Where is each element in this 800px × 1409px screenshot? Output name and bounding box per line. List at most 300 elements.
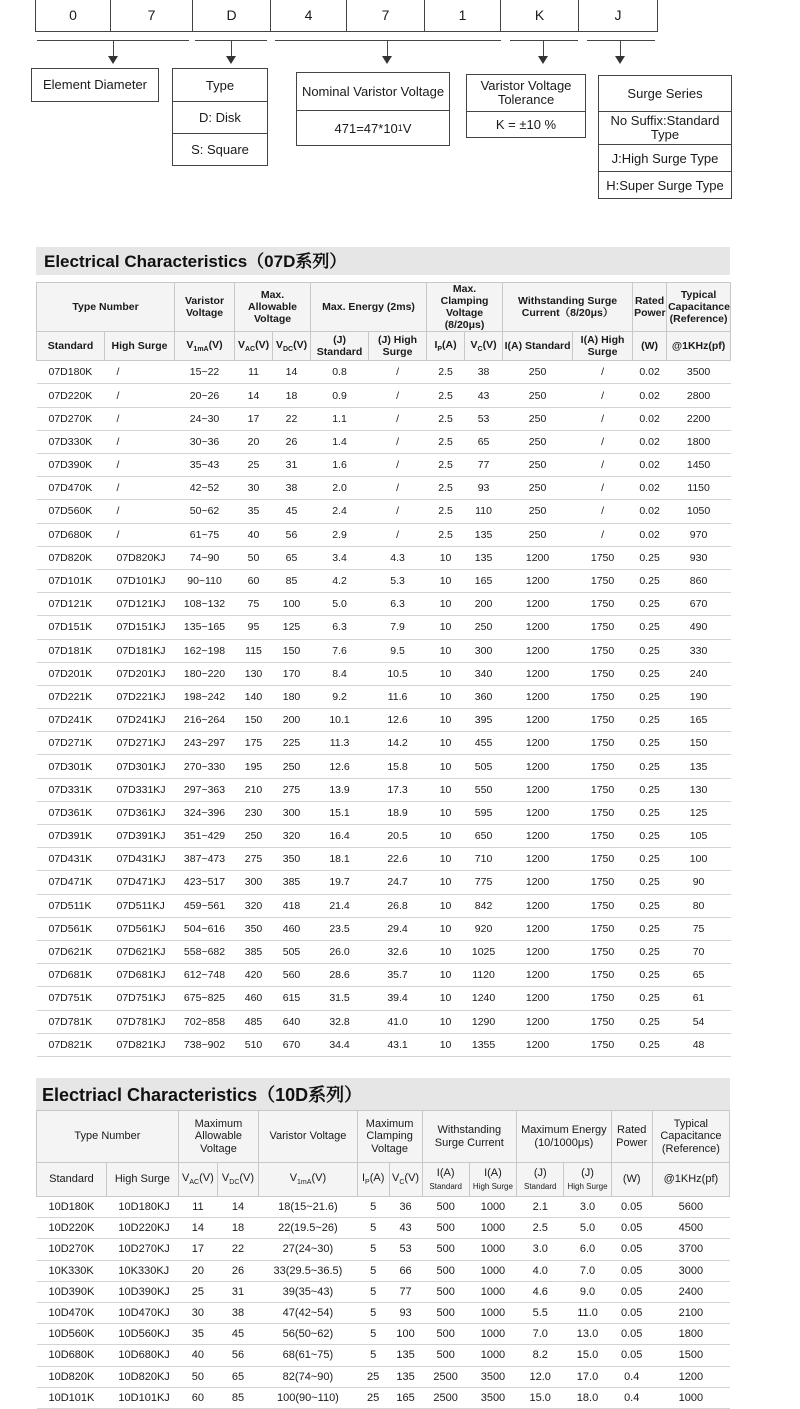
legend-tolerance-title: Varistor Voltage Tolerance	[480, 77, 572, 107]
table-cell: 10D180K	[37, 1197, 107, 1218]
th-withstanding: Withstanding Surge Current	[422, 1111, 517, 1163]
table-cell: 12.6	[311, 755, 369, 778]
legend-nominal-formula: 471=47*10 1 V	[297, 110, 449, 145]
legend-surge-none: No Suffix:Standard Type	[599, 111, 731, 144]
table-cell: 56	[273, 523, 311, 546]
table-cell: 0.02	[633, 454, 667, 477]
table-row	[37, 1239, 730, 1260]
table-cell: 74~90	[175, 546, 235, 569]
table-cell: 90~110	[175, 569, 235, 592]
table-row	[37, 894, 731, 917]
table-cell: 115	[235, 639, 273, 662]
table-cell: 324~396	[175, 801, 235, 824]
table-cell: 75	[667, 917, 731, 940]
table-cell: 10	[427, 801, 465, 824]
table-cell: 0.25	[633, 940, 667, 963]
table-cell: 22	[217, 1239, 258, 1260]
table-cell: /	[573, 523, 633, 546]
table-cell: 320	[235, 894, 273, 917]
th-max-energy: Maximum Energy (10/1000μs)	[517, 1111, 612, 1163]
table-cell: 31.5	[311, 987, 369, 1010]
table-row	[37, 361, 731, 384]
table-row	[37, 477, 731, 500]
table-row	[37, 871, 731, 894]
table-cell: 1025	[465, 940, 503, 963]
table-cell: 31	[273, 454, 311, 477]
table-cell: 108~132	[175, 593, 235, 616]
table-cell: 710	[465, 848, 503, 871]
table-cell: 9.0	[564, 1281, 611, 1302]
bracket-nominal	[275, 40, 501, 41]
th-i-high: I(A) High Surge	[469, 1163, 516, 1197]
table-cell: /	[369, 523, 427, 546]
table-cell: 07D331K	[37, 778, 105, 801]
table-cell: 100	[273, 593, 311, 616]
table-cell: 60	[235, 569, 273, 592]
table-cell: 47(42~54)	[259, 1302, 358, 1323]
table-cell: 85	[217, 1387, 258, 1408]
table-cell: 1200	[503, 917, 573, 940]
bracket-tolerance	[510, 40, 578, 41]
table-cell: 3.0	[564, 1197, 611, 1218]
table-cell: 0.05	[611, 1197, 652, 1218]
table-cell: 70	[667, 940, 731, 963]
table-cell: 2500	[422, 1366, 469, 1387]
th-j-standard: (J) Standard	[517, 1163, 564, 1197]
table-cell: 5600	[652, 1197, 729, 1218]
table-cell: 0.05	[611, 1218, 652, 1239]
table-cell: 10D101KJ	[106, 1387, 178, 1408]
th-j-high: (J) High Surge	[369, 332, 427, 361]
table-cell: 14	[178, 1218, 217, 1239]
table-cell: 423~517	[175, 871, 235, 894]
table-cell: 5	[357, 1302, 389, 1323]
table-cell: /	[573, 361, 633, 384]
table-cell: 165	[667, 709, 731, 732]
table-cell: 0.05	[611, 1345, 652, 1366]
table-cell: 11.3	[311, 732, 369, 755]
table-cell: 18.9	[369, 801, 427, 824]
table07-body	[37, 361, 731, 1057]
table-cell: 505	[273, 940, 311, 963]
table-cell: 1750	[573, 848, 633, 871]
table-cell: 1750	[573, 778, 633, 801]
th-v1ma: $V_{1mA}(V)$	[259, 1163, 358, 1197]
table-cell: 200	[465, 593, 503, 616]
table-cell: 2.5	[427, 454, 465, 477]
table-cell: 65	[465, 430, 503, 453]
table-cell: 07D511KJ	[105, 894, 175, 917]
table-cell: 135	[389, 1345, 422, 1366]
table-cell: 0.25	[633, 616, 667, 639]
table-cell: 07D820K	[37, 546, 105, 569]
table-cell: 1000	[469, 1260, 516, 1281]
table-cell: /	[573, 477, 633, 500]
legend-surge-h: H:Super Surge Type	[599, 171, 731, 198]
table-cell: 1000	[469, 1302, 516, 1323]
table-cell: 2200	[667, 407, 731, 430]
table-row	[37, 639, 731, 662]
table-cell: 20.5	[369, 825, 427, 848]
table-row	[37, 384, 731, 407]
table-cell: 1750	[573, 894, 633, 917]
table-cell: 0.25	[633, 964, 667, 987]
table10	[36, 1110, 730, 1409]
table-cell: 3500	[667, 361, 731, 384]
table-cell: 24.7	[369, 871, 427, 894]
table-cell: 3000	[652, 1260, 729, 1281]
table-cell: 39(35~43)	[259, 1281, 358, 1302]
table-cell: /	[369, 477, 427, 500]
table-cell: 5.0	[564, 1218, 611, 1239]
table-cell: 2.5	[427, 361, 465, 384]
table-cell: 18	[273, 384, 311, 407]
arrow-down-icon	[615, 56, 625, 64]
table-cell: 225	[273, 732, 311, 755]
table-cell: 250	[465, 616, 503, 639]
table-cell: 07D241KJ	[105, 709, 175, 732]
table-cell: 0.25	[633, 801, 667, 824]
table-cell: 558~682	[175, 940, 235, 963]
table-cell: 135~165	[175, 616, 235, 639]
table-cell: 8.4	[311, 662, 369, 685]
table-cell: 07D751K	[37, 987, 105, 1010]
table-cell: 650	[465, 825, 503, 848]
table-cell: 07D621KJ	[105, 940, 175, 963]
table10-body	[37, 1197, 730, 1409]
table-cell: 135	[465, 523, 503, 546]
table-cell: 615	[273, 987, 311, 1010]
table-cell: 26	[273, 430, 311, 453]
table-cell: 1200	[503, 871, 573, 894]
table-cell: 385	[273, 871, 311, 894]
table-cell: 640	[273, 1010, 311, 1033]
table-cell: 15.8	[369, 755, 427, 778]
table-cell: 504~616	[175, 917, 235, 940]
table-cell: 17.3	[369, 778, 427, 801]
table-cell: 485	[235, 1010, 273, 1033]
table-cell: 1200	[503, 1033, 573, 1056]
table-cell: 6.3	[311, 616, 369, 639]
th-type-number: Type Number	[37, 283, 175, 332]
table-cell: 80	[667, 894, 731, 917]
table-cell: /	[369, 500, 427, 523]
table-cell: 1800	[652, 1324, 729, 1345]
table-cell: 1750	[573, 755, 633, 778]
table-cell: 32.6	[369, 940, 427, 963]
table-cell: 53	[389, 1239, 422, 1260]
table-cell: 500	[422, 1197, 469, 1218]
table-cell: 6.3	[369, 593, 427, 616]
table-cell: 1200	[503, 593, 573, 616]
table-cell: 418	[273, 894, 311, 917]
table-cell: 10	[427, 825, 465, 848]
table-row	[37, 430, 731, 453]
table-cell: 0.8	[311, 361, 369, 384]
legend-surge-j: J:High Surge Type	[599, 144, 731, 171]
table-cell: 10	[427, 917, 465, 940]
th-i-standard: I(A) Standard	[422, 1163, 469, 1197]
table-cell: 920	[465, 917, 503, 940]
table-cell: 300	[235, 871, 273, 894]
table-cell: 1200	[503, 825, 573, 848]
table-cell: 2800	[667, 384, 731, 407]
table-cell: 25	[235, 454, 273, 477]
table-cell: 3700	[652, 1239, 729, 1260]
table-cell: 10D270KJ	[106, 1239, 178, 1260]
table-row	[37, 1218, 730, 1239]
table-cell: 135	[389, 1366, 422, 1387]
table-cell: 2.0	[311, 477, 369, 500]
table-cell: 250	[503, 384, 573, 407]
table-cell: 0.25	[633, 848, 667, 871]
table-cell: 60	[178, 1387, 217, 1408]
table-cell: 10D820KJ	[106, 1366, 178, 1387]
table-cell: 500	[422, 1302, 469, 1323]
table-cell: 1200	[652, 1366, 729, 1387]
legend-type-title: Type	[205, 77, 235, 93]
table-cell: 07D301KJ	[105, 755, 175, 778]
table-cell: 300	[273, 801, 311, 824]
table-cell: /	[369, 454, 427, 477]
table-cell: 1000	[652, 1387, 729, 1408]
table-cell: 48	[667, 1033, 731, 1056]
table-cell: 10D220K	[37, 1218, 107, 1239]
arrow-down-icon	[226, 56, 236, 64]
table-cell: 360	[465, 685, 503, 708]
legend-element-diameter: Element Diameter	[31, 68, 159, 102]
table-cell: 11	[178, 1197, 217, 1218]
table-cell: 10	[427, 569, 465, 592]
table-cell: 165	[389, 1387, 422, 1408]
code-char: J	[579, 0, 658, 32]
table-cell: 125	[273, 616, 311, 639]
table-cell: 07D561K	[37, 917, 105, 940]
table-row	[37, 616, 731, 639]
table-cell: /	[369, 384, 427, 407]
th-vac: $V_{AC}(V)$	[178, 1163, 217, 1197]
table-cell: 2.4	[311, 500, 369, 523]
table-cell: 612~748	[175, 964, 235, 987]
table-cell: 350	[235, 917, 273, 940]
table-cell: 0.02	[633, 384, 667, 407]
table-cell: 75	[235, 593, 273, 616]
table-cell: 50	[235, 546, 273, 569]
legend-type-square: S: Square	[173, 133, 267, 165]
table-cell: 675~825	[175, 987, 235, 1010]
table-cell: 0.4	[611, 1366, 652, 1387]
th-max-allowable: Maximum Allowable Voltage	[178, 1111, 258, 1163]
table-cell: 07D181K	[37, 639, 105, 662]
table-cell: 387~473	[175, 848, 235, 871]
table-cell: 07D431K	[37, 848, 105, 871]
table-cell: 1750	[573, 662, 633, 685]
table-cell: 1.6	[311, 454, 369, 477]
table-cell: /	[105, 477, 175, 500]
table07-title: Electrical Characteristics（07D系列）	[36, 247, 730, 275]
th-w: (W)	[633, 332, 667, 361]
table-cell: 4.0	[517, 1260, 564, 1281]
table-cell: 1750	[573, 569, 633, 592]
table-cell: 1200	[503, 894, 573, 917]
table-cell: 2.5	[517, 1218, 564, 1239]
table-cell: 2.5	[427, 477, 465, 500]
table-cell: 460	[273, 917, 311, 940]
table-cell: 93	[465, 477, 503, 500]
table-cell: 275	[235, 848, 273, 871]
table-cell: 7.0	[564, 1260, 611, 1281]
table-cell: 15.1	[311, 801, 369, 824]
table-cell: 0.25	[633, 987, 667, 1010]
table-cell: 77	[465, 454, 503, 477]
th-type-number: Type Number	[37, 1111, 179, 1163]
table-cell: 100(90~110)	[259, 1387, 358, 1408]
table-row	[37, 755, 731, 778]
table-cell: 10D560K	[37, 1324, 107, 1345]
table-cell: 13.9	[311, 778, 369, 801]
table-cell: 140	[235, 685, 273, 708]
table-cell: 34.4	[311, 1033, 369, 1056]
table-cell: 1200	[503, 546, 573, 569]
th-varistor-voltage: Varistor Voltage	[259, 1111, 358, 1163]
table-cell: 1750	[573, 825, 633, 848]
table-cell: 77	[389, 1281, 422, 1302]
table-cell: 45	[217, 1324, 258, 1345]
table-cell: 250	[235, 825, 273, 848]
th-j-high: (J) High Surge	[564, 1163, 611, 1197]
table-cell: 250	[503, 500, 573, 523]
table-cell: 90	[667, 871, 731, 894]
table-cell: 65	[217, 1366, 258, 1387]
table-cell: 68(61~75)	[259, 1345, 358, 1366]
table-cell: 20~26	[175, 384, 235, 407]
table-cell: 07D560K	[37, 500, 105, 523]
table-cell: 0.4	[611, 1387, 652, 1408]
table-cell: 105	[667, 825, 731, 848]
arrow-down-icon	[108, 56, 118, 64]
table-cell: 0.25	[633, 709, 667, 732]
table-cell: 07D241K	[37, 709, 105, 732]
table-cell: 07D151K	[37, 616, 105, 639]
table-row	[37, 1260, 730, 1281]
table-cell: 150	[235, 709, 273, 732]
bracket-surge	[587, 40, 655, 41]
arrow-down-icon	[538, 56, 548, 64]
table-cell: 10	[427, 685, 465, 708]
table-cell: 17.0	[564, 1366, 611, 1387]
table-cell: 505	[465, 755, 503, 778]
table-cell: 150	[667, 732, 731, 755]
table-cell: 250	[503, 407, 573, 430]
table-cell: 1200	[503, 616, 573, 639]
table-cell: 82(74~90)	[259, 1366, 358, 1387]
table-cell: 30	[235, 477, 273, 500]
table-cell: 10D390KJ	[106, 1281, 178, 1302]
table-row	[37, 593, 731, 616]
table-cell: 16.4	[311, 825, 369, 848]
code-char: 0	[35, 0, 111, 32]
th-w: (W)	[611, 1163, 652, 1197]
table-cell: 1200	[503, 964, 573, 987]
table-cell: 07D431KJ	[105, 848, 175, 871]
table-cell: 25	[357, 1366, 389, 1387]
table-cell: 07D331KJ	[105, 778, 175, 801]
table-cell: 9.5	[369, 639, 427, 662]
table-cell: 14	[273, 361, 311, 384]
table-cell: 65	[667, 964, 731, 987]
table-row	[37, 987, 731, 1010]
table-cell: 0.25	[633, 894, 667, 917]
table-cell: 0.02	[633, 477, 667, 500]
table-cell: 5	[357, 1239, 389, 1260]
table-cell: 61~75	[175, 523, 235, 546]
table-cell: 11	[235, 361, 273, 384]
table-cell: 0.9	[311, 384, 369, 407]
table-cell: 07D180K	[37, 361, 105, 384]
table-row	[37, 1010, 731, 1033]
table-cell: 07D621K	[37, 940, 105, 963]
table-cell: 670	[273, 1033, 311, 1056]
table-cell: 5	[357, 1324, 389, 1345]
table-cell: 0.25	[633, 639, 667, 662]
table-cell: 1200	[503, 639, 573, 662]
table-row	[37, 1366, 730, 1387]
table-cell: 738~902	[175, 1033, 235, 1056]
table-cell: 250	[503, 477, 573, 500]
table-cell: 1150	[667, 477, 731, 500]
table-cell: 1120	[465, 964, 503, 987]
table-cell: 595	[465, 801, 503, 824]
table-cell: 07D391KJ	[105, 825, 175, 848]
table-cell: 17	[235, 407, 273, 430]
table-cell: 10	[427, 848, 465, 871]
table-cell: 1200	[503, 1010, 573, 1033]
table-cell: 1750	[573, 987, 633, 1010]
table-cell: 07D121KJ	[105, 593, 175, 616]
table-cell: 842	[465, 894, 503, 917]
table-cell: 43	[465, 384, 503, 407]
code-char: 7	[347, 0, 425, 32]
table-cell: 4.3	[369, 546, 427, 569]
table-cell: 1290	[465, 1010, 503, 1033]
table-cell: 26	[217, 1260, 258, 1281]
table-cell: 6.0	[564, 1239, 611, 1260]
table-cell: 500	[422, 1345, 469, 1366]
table-cell: 07D201KJ	[105, 662, 175, 685]
table-cell: 130	[235, 662, 273, 685]
table-cell: 13.0	[564, 1324, 611, 1345]
table-cell: 1750	[573, 917, 633, 940]
table-cell: 130	[667, 778, 731, 801]
table-cell: 45	[273, 500, 311, 523]
table-cell: 0.25	[633, 685, 667, 708]
table-cell: 10	[427, 732, 465, 755]
th-max-allowable: Max. Allowable Voltage	[235, 283, 311, 332]
table-cell: 38	[217, 1302, 258, 1323]
table-cell: 93	[389, 1302, 422, 1323]
table-cell: 100	[389, 1324, 422, 1345]
table-cell: 1750	[573, 1033, 633, 1056]
table-cell: 250	[503, 361, 573, 384]
table-row	[37, 1197, 730, 1218]
table-cell: 2.5	[427, 523, 465, 546]
table-cell: 10.1	[311, 709, 369, 732]
table-cell: /	[105, 361, 175, 384]
table-cell: 320	[273, 825, 311, 848]
table-cell: 31	[217, 1281, 258, 1302]
table-cell: 216~264	[175, 709, 235, 732]
table-row	[37, 848, 731, 871]
